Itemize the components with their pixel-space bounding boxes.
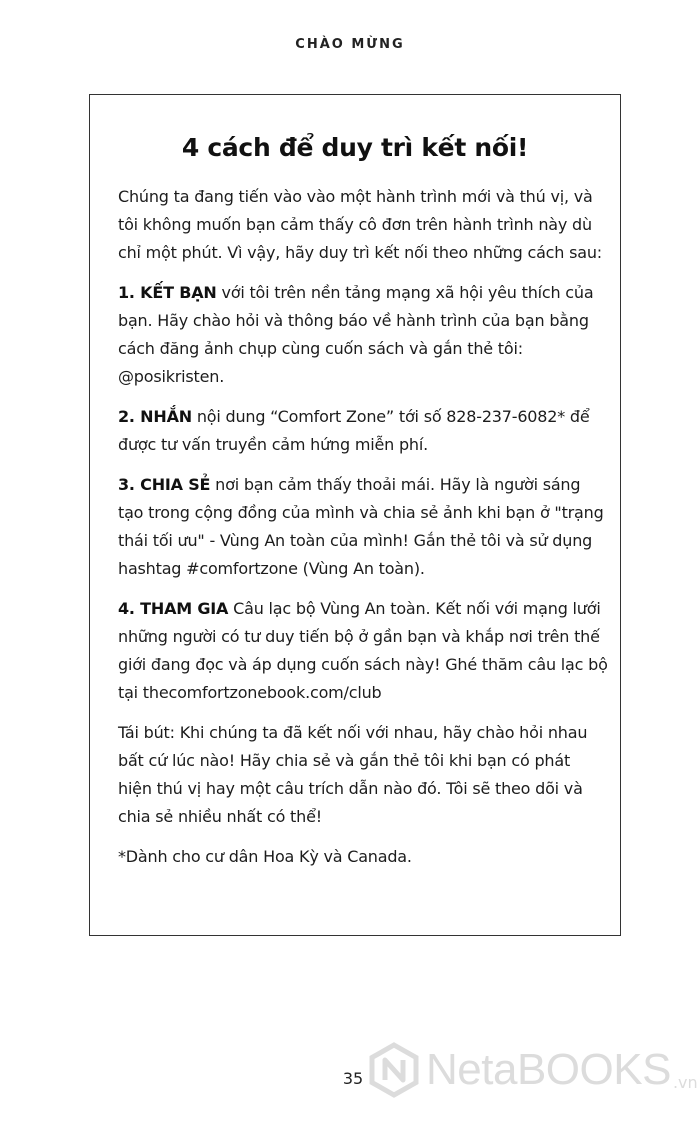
item-lead-1: 1. KẾT BẠN	[118, 283, 217, 302]
item-text-4: Câu lạc bộ Vùng An toàn. Kết nối với mạng lưới những người có tư duy tiến bộ ở gần bạn và khắp nơi trên thế giới đang đọc và áp dụng cuốn sách này! Ghé thăm câu lạc bộ tại thecomfortzonebook.com/club	[118, 599, 608, 702]
item-text-3: nơi bạn cảm thấy thoải mái. Hãy là người sáng tạo trong cộng đồng của mình và chia sẻ ảnh khi bạn ở "trạng thái tối ưu" - Vùng An toàn của mình! Gắn thẻ tôi và sử dụng hashtag #comfortzone (Vùng An toàn).	[118, 475, 604, 578]
item-text-1: với tôi trên nền tảng mạng xã hội yêu thích của bạn. Hãy chào hỏi và thông báo về hành trình của bạn bằng cách đăng ảnh chụp cùng cuốn sách và gắn thẻ tôi: @posikristen.	[118, 283, 594, 386]
watermark-text: NetaBOOKS	[426, 1045, 671, 1094]
item-lead-3: 3. CHIA SẺ	[118, 475, 211, 494]
postscript-paragraph: Tái bút: Khi chúng ta đã kết nối với nhau, hãy chào hỏi nhau bất cứ lúc nào! Hãy chia sẻ và gắn thẻ tôi khi bạn có phát hiện thú vị hay một câu trích dẫn nào đó. Tôi sẽ theo dõi và chia sẻ nhiều nhất có thể!	[118, 723, 588, 826]
box-title: 4 cách để duy trì kết nối!	[181, 133, 529, 162]
item-paragraph-2	[118, 403, 608, 459]
footnote-paragraph: *Dành cho cư dân Hoa Kỳ và Canada.	[118, 847, 412, 866]
watermark-suffix: .vn	[672, 1073, 698, 1092]
page-number: 35	[342, 1069, 364, 1088]
hexagon-n-icon	[366, 1042, 422, 1098]
item-paragraph-1	[118, 279, 608, 391]
item-paragraph-3	[118, 471, 608, 583]
item-lead-4: 4. THAM GIA	[118, 599, 229, 618]
watermark-logo	[366, 1042, 698, 1098]
box-body	[118, 183, 608, 883]
running-header: CHÀO MỪNG	[295, 37, 405, 52]
item-lead-2: 2. NHẮN	[118, 407, 192, 426]
intro-paragraph: Chúng ta đang tiến vào vào một hành trình mới và thú vị, và tôi không muốn bạn cảm thấy cô đơn trên hành trình này dù chỉ một phút. Vì vậy, hãy duy trì kết nối theo những cách sau:	[118, 187, 602, 262]
item-text-2: nội dung “Comfort Zone” tới số 828-237-6082* để được tư vấn truyền cảm hứng miễn phí.	[118, 407, 590, 454]
item-paragraph-4	[118, 595, 608, 707]
info-box	[89, 94, 621, 936]
